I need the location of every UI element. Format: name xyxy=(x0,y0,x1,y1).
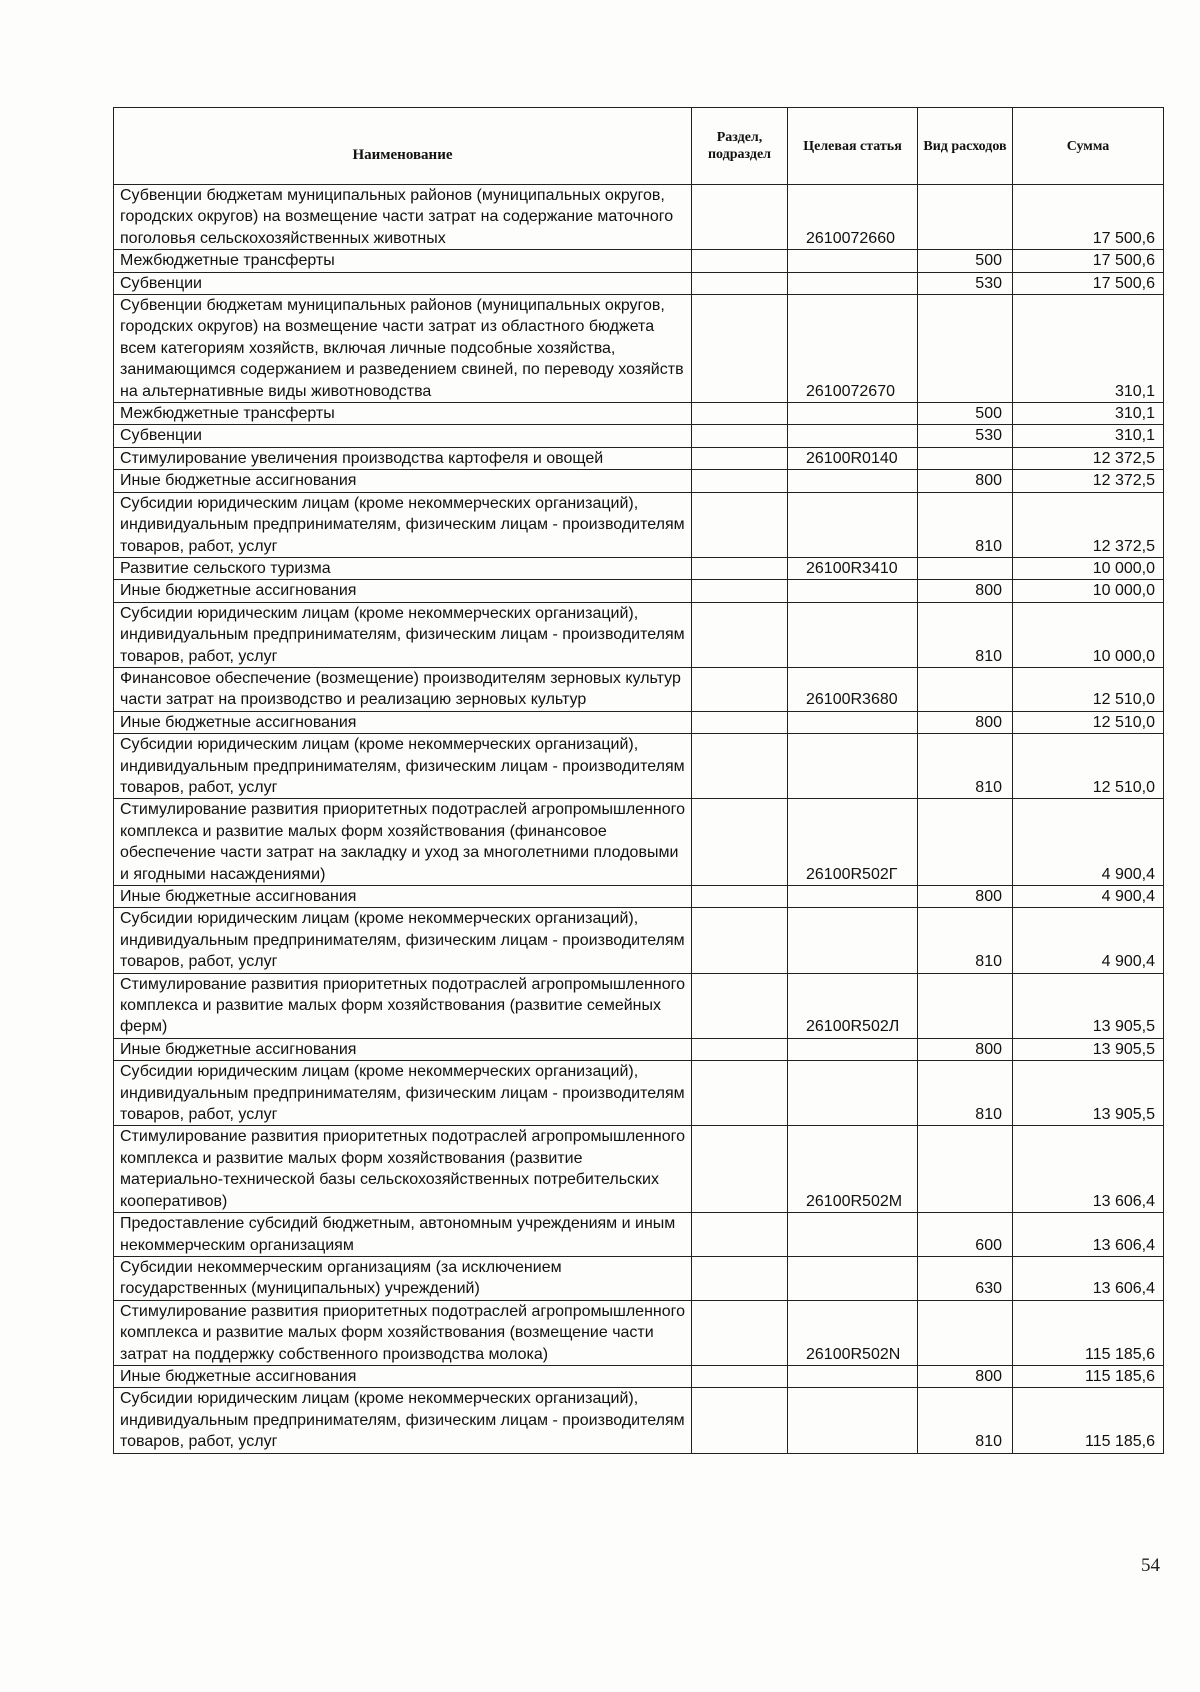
cell-kind xyxy=(918,447,1013,469)
table-row xyxy=(114,1365,1164,1387)
cell-name: Развитие сельского туризма xyxy=(114,557,692,579)
cell-kind: 810 xyxy=(918,734,1013,799)
cell-sum: 13 905,5 xyxy=(1013,1038,1164,1060)
cell-target xyxy=(788,470,918,492)
table-row xyxy=(114,403,1164,425)
cell-section xyxy=(692,557,788,579)
cell-kind: 630 xyxy=(918,1256,1013,1300)
table-row xyxy=(114,1126,1164,1213)
cell-target xyxy=(788,602,918,667)
header-name: Наименование xyxy=(114,108,692,185)
cell-section xyxy=(692,1388,788,1453)
page-number: 54 xyxy=(1141,1555,1160,1576)
table-row xyxy=(114,447,1164,469)
cell-kind: 810 xyxy=(918,908,1013,973)
cell-sum: 4 900,4 xyxy=(1013,886,1164,908)
cell-target xyxy=(788,1061,918,1126)
cell-sum: 12 510,0 xyxy=(1013,711,1164,733)
table-row xyxy=(114,492,1164,557)
cell-target xyxy=(788,1388,918,1453)
header-section: Раздел, подраздел xyxy=(692,108,788,185)
table-row xyxy=(114,580,1164,602)
cell-sum: 13 606,4 xyxy=(1013,1213,1164,1257)
cell-sum: 12 372,5 xyxy=(1013,470,1164,492)
cell-section xyxy=(692,734,788,799)
cell-name: Иные бюджетные ассигнования xyxy=(114,1038,692,1060)
cell-name: Субсидии юридическим лицам (кроме некоммерческих организаций), индивидуальным предпринимателям, физическим лицам - производителям товаров, работ, услуг xyxy=(114,734,692,799)
cell-name: Межбюджетные трансферты xyxy=(114,250,692,272)
cell-target xyxy=(788,711,918,733)
cell-target: 26100R502Г xyxy=(788,799,918,886)
cell-target: 26100R502Л xyxy=(788,973,918,1038)
cell-target xyxy=(788,272,918,294)
cell-name: Субвенции xyxy=(114,425,692,447)
cell-section xyxy=(692,1300,788,1365)
cell-kind: 810 xyxy=(918,1061,1013,1126)
table-body xyxy=(114,185,1164,1454)
cell-name: Субсидии юридическим лицам (кроме некоммерческих организаций), индивидуальным предпринимателям, физическим лицам - производителям товаров, работ, услуг xyxy=(114,602,692,667)
table-row xyxy=(114,470,1164,492)
cell-kind: 810 xyxy=(918,492,1013,557)
cell-name: Предоставление субсидий бюджетным, автономным учреждениям и иным некоммерческим организациям xyxy=(114,1213,692,1257)
cell-name: Субвенции бюджетам муниципальных районов (муниципальных округов, городских округов) на возмещение части затрат из областного бюджета всем категориям хозяйств, включая личные подсобные хозяйства, занимающимся содержанием и разведением свиней, по переводу хозяйств на альтернативные виды животноводства xyxy=(114,295,692,403)
cell-target: 26100R3680 xyxy=(788,667,918,711)
header-target: Целевая статья xyxy=(788,108,918,185)
cell-kind: 530 xyxy=(918,425,1013,447)
cell-section xyxy=(692,711,788,733)
table-row xyxy=(114,799,1164,886)
cell-sum: 310,1 xyxy=(1013,425,1164,447)
cell-target: 26100R502M xyxy=(788,1126,918,1213)
table-header-row xyxy=(114,108,1164,185)
cell-section xyxy=(692,580,788,602)
cell-section xyxy=(692,425,788,447)
cell-section xyxy=(692,447,788,469)
cell-kind: 800 xyxy=(918,470,1013,492)
cell-kind: 530 xyxy=(918,272,1013,294)
cell-target xyxy=(788,1213,918,1257)
cell-section xyxy=(692,1365,788,1387)
cell-target xyxy=(788,886,918,908)
cell-sum: 4 900,4 xyxy=(1013,799,1164,886)
cell-kind: 800 xyxy=(918,1365,1013,1387)
cell-target: 26100R3410 xyxy=(788,557,918,579)
cell-section xyxy=(692,250,788,272)
table-row xyxy=(114,886,1164,908)
cell-section xyxy=(692,1038,788,1060)
cell-sum: 12 510,0 xyxy=(1013,734,1164,799)
header-sum: Сумма xyxy=(1013,108,1164,185)
cell-section xyxy=(692,886,788,908)
table-row xyxy=(114,1256,1164,1300)
cell-kind xyxy=(918,973,1013,1038)
cell-kind: 810 xyxy=(918,602,1013,667)
cell-name: Межбюджетные трансферты xyxy=(114,403,692,425)
cell-kind: 500 xyxy=(918,250,1013,272)
cell-target xyxy=(788,492,918,557)
cell-sum: 115 185,6 xyxy=(1013,1388,1164,1453)
cell-sum: 10 000,0 xyxy=(1013,602,1164,667)
cell-sum: 17 500,6 xyxy=(1013,185,1164,250)
table-row xyxy=(114,1213,1164,1257)
cell-name: Субвенции xyxy=(114,272,692,294)
cell-kind xyxy=(918,295,1013,403)
cell-name: Иные бюджетные ассигнования xyxy=(114,711,692,733)
cell-name: Субсидии некоммерческим организациям (за исключением государственных (муниципальных) учреждений) xyxy=(114,1256,692,1300)
table-row xyxy=(114,602,1164,667)
table-row xyxy=(114,557,1164,579)
cell-sum: 10 000,0 xyxy=(1013,580,1164,602)
cell-kind xyxy=(918,557,1013,579)
cell-name: Иные бюджетные ассигнования xyxy=(114,886,692,908)
cell-sum: 10 000,0 xyxy=(1013,557,1164,579)
cell-sum: 310,1 xyxy=(1013,295,1164,403)
table-row xyxy=(114,250,1164,272)
cell-kind: 810 xyxy=(918,1388,1013,1453)
table-row xyxy=(114,272,1164,294)
cell-kind xyxy=(918,799,1013,886)
table-row xyxy=(114,1388,1164,1453)
cell-sum: 13 905,5 xyxy=(1013,1061,1164,1126)
cell-sum: 17 500,6 xyxy=(1013,272,1164,294)
cell-name: Стимулирование увеличения производства картофеля и овощей xyxy=(114,447,692,469)
cell-name: Стимулирование развития приоритетных подотраслей агропромышленного комплекса и развитие малых форм хозяйствования (развитие семейных ферм) xyxy=(114,973,692,1038)
cell-kind: 800 xyxy=(918,1038,1013,1060)
cell-kind: 800 xyxy=(918,886,1013,908)
cell-kind: 800 xyxy=(918,711,1013,733)
cell-target: 2610072670 xyxy=(788,295,918,403)
cell-sum: 4 900,4 xyxy=(1013,908,1164,973)
cell-kind: 600 xyxy=(918,1213,1013,1257)
cell-target xyxy=(788,1365,918,1387)
cell-name: Иные бюджетные ассигнования xyxy=(114,470,692,492)
table-row xyxy=(114,425,1164,447)
cell-target xyxy=(788,425,918,447)
cell-target: 2610072660 xyxy=(788,185,918,250)
cell-name: Иные бюджетные ассигнования xyxy=(114,1365,692,1387)
cell-target xyxy=(788,908,918,973)
cell-section xyxy=(692,272,788,294)
cell-name: Финансовое обеспечение (возмещение) производителям зерновых культур части затрат на производство и реализацию зерновых культур xyxy=(114,667,692,711)
cell-target: 26100R0140 xyxy=(788,447,918,469)
cell-sum: 12 510,0 xyxy=(1013,667,1164,711)
cell-sum: 310,1 xyxy=(1013,403,1164,425)
table-row xyxy=(114,295,1164,403)
cell-target xyxy=(788,734,918,799)
cell-sum: 115 185,6 xyxy=(1013,1300,1164,1365)
budget-table xyxy=(113,107,1164,1454)
cell-name: Субсидии юридическим лицам (кроме некоммерческих организаций), индивидуальным предпринимателям, физическим лицам - производителям товаров, работ, услуг xyxy=(114,1061,692,1126)
table-row xyxy=(114,1300,1164,1365)
table-row xyxy=(114,973,1164,1038)
cell-kind: 800 xyxy=(918,580,1013,602)
cell-sum: 12 372,5 xyxy=(1013,447,1164,469)
cell-name: Субсидии юридическим лицам (кроме некоммерческих организаций), индивидуальным предпринимателям, физическим лицам - производителям товаров, работ, услуг xyxy=(114,1388,692,1453)
table-row xyxy=(114,185,1164,250)
table-row xyxy=(114,1038,1164,1060)
cell-name: Стимулирование развития приоритетных подотраслей агропромышленного комплекса и развитие малых форм хозяйствования (финансовое обеспечение части затрат на закладку и уход за многолетними плодовыми и ягодными насаждениями) xyxy=(114,799,692,886)
header-kind: Вид расходов xyxy=(918,108,1013,185)
cell-section xyxy=(692,492,788,557)
cell-name: Субсидии юридическим лицам (кроме некоммерческих организаций), индивидуальным предпринимателям, физическим лицам - производителям товаров, работ, услуг xyxy=(114,908,692,973)
cell-name: Стимулирование развития приоритетных подотраслей агропромышленного комплекса и развитие малых форм хозяйствования (развитие материально-технической базы сельскохозяйственных потребительских кооперативов) xyxy=(114,1126,692,1213)
cell-name: Стимулирование развития приоритетных подотраслей агропромышленного комплекса и развитие малых форм хозяйствования (возмещение части затрат на поддержку собственного производства молока) xyxy=(114,1300,692,1365)
cell-section xyxy=(692,973,788,1038)
cell-kind: 500 xyxy=(918,403,1013,425)
cell-name: Субсидии юридическим лицам (кроме некоммерческих организаций), индивидуальным предпринимателям, физическим лицам - производителям товаров, работ, услуг xyxy=(114,492,692,557)
table-row xyxy=(114,908,1164,973)
cell-section xyxy=(692,295,788,403)
cell-target xyxy=(788,1256,918,1300)
cell-kind xyxy=(918,185,1013,250)
cell-section xyxy=(692,602,788,667)
cell-section xyxy=(692,403,788,425)
cell-kind xyxy=(918,1300,1013,1365)
cell-sum: 13 606,4 xyxy=(1013,1256,1164,1300)
cell-section xyxy=(692,908,788,973)
table-row xyxy=(114,1061,1164,1126)
cell-target xyxy=(788,1038,918,1060)
cell-section xyxy=(692,470,788,492)
cell-section xyxy=(692,1213,788,1257)
cell-target xyxy=(788,403,918,425)
cell-section xyxy=(692,799,788,886)
cell-section xyxy=(692,667,788,711)
cell-sum: 13 905,5 xyxy=(1013,973,1164,1038)
cell-section xyxy=(692,1061,788,1126)
cell-section xyxy=(692,1126,788,1213)
cell-sum: 115 185,6 xyxy=(1013,1365,1164,1387)
cell-kind xyxy=(918,667,1013,711)
cell-sum: 12 372,5 xyxy=(1013,492,1164,557)
table-row xyxy=(114,711,1164,733)
cell-section xyxy=(692,1256,788,1300)
table-row xyxy=(114,667,1164,711)
cell-name: Субвенции бюджетам муниципальных районов (муниципальных округов, городских округов) на возмещение части затрат на содержание маточного поголовья сельскохозяйственных животных xyxy=(114,185,692,250)
cell-target xyxy=(788,250,918,272)
cell-target xyxy=(788,580,918,602)
cell-sum: 17 500,6 xyxy=(1013,250,1164,272)
cell-sum: 13 606,4 xyxy=(1013,1126,1164,1213)
table-row xyxy=(114,734,1164,799)
cell-kind xyxy=(918,1126,1013,1213)
cell-target: 26100R502N xyxy=(788,1300,918,1365)
cell-section xyxy=(692,185,788,250)
cell-name: Иные бюджетные ассигнования xyxy=(114,580,692,602)
